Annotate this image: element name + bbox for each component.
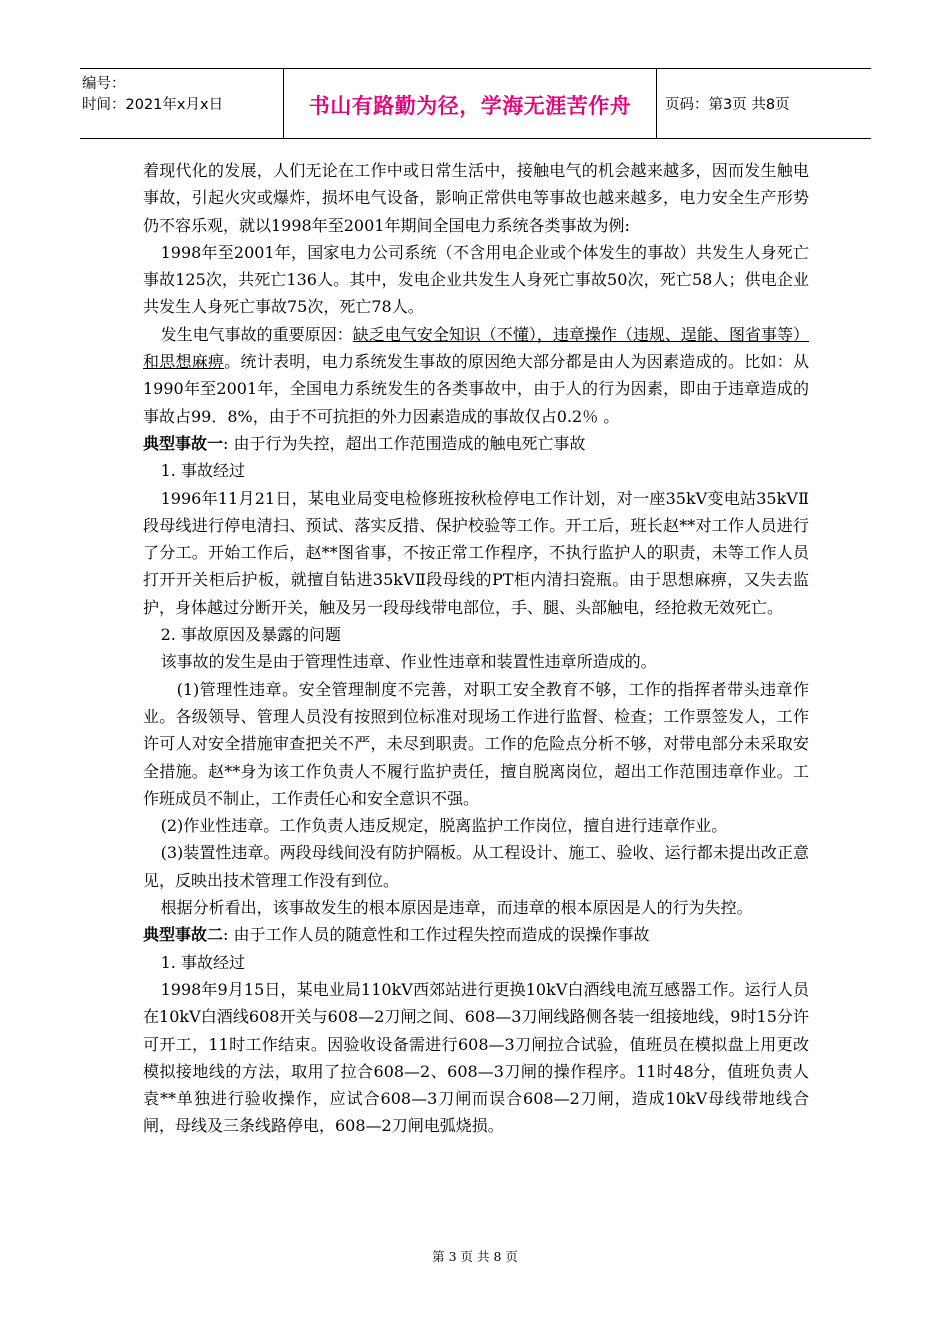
header-motto-cell — [283, 69, 657, 138]
section-heading: 1. 事故经过 — [160, 461, 245, 481]
paragraph: (1)管理性违章。安全管理制度不完善，对职工安全教育不够，工作的指挥者带头违章作业。各级领导、管理人员没有按照到位标准对现场工作进行监督、检查；工作票签发人，工作许可人对安全措施审查把关不严，未尽到职责。工作的危险点分析不够，对带电部分未采取安全措施。赵**身为该工作负责人不履行监护责任，擅自脱离岗位，超出工作范围违章作业。工作班成员不制止，工作责任心和安全意识不强。 — [143, 679, 809, 808]
case-heading — [143, 430, 809, 457]
header-page-cell — [657, 69, 871, 138]
paragraph — [143, 321, 809, 430]
paragraph: 根据分析看出，该事故发生的根本原因是违章，而违章的根本原因是人的行为失控。 — [160, 898, 753, 918]
header-meta — [80, 69, 282, 138]
page-footer: 第 3 页 共 8 页 — [432, 1249, 518, 1264]
underlined-text: 缺乏电气安全知识（不懂），违章操作（违规、逞能、图省事等）和思想麻痹 — [143, 324, 809, 372]
paragraph: 该事故的发生是由于管理性违章、作业性违章和装置性违章所造成的。 — [160, 652, 657, 672]
page-header — [80, 68, 871, 139]
motto: 书山有路勤为径，学海无涯苦作舟 — [308, 94, 632, 118]
paragraph: 1998年9月15日，某电业局110kV西郊站进行更换10kV白酒线电流互感器工作。运行人员在10kV白酒线608开关与608—2刀闸之间、608—3刀闸线路侧各装一组接地线，9时15分许可开工，11时工作结束。因验收设备需进行608—3刀闸拉合试验，值班员在模拟盘上用更改模拟接地线的方法，取用了拉合608—2、608—3刀闸的操作程序。11时48分，值班负责人袁**单独进行验收操作，应试合608—3刀闸而误合608—2刀闸，造成10kV母线带地线合闸，母线及三条线路停电，608—2刀闸电弧烧损。 — [143, 979, 809, 1136]
paragraph: 1998年至2001年，国家电力公司系统（不含用电企业或个体发生的事故）共发生人身死亡事故125次，共死亡136人。其中，发电企业共发生人身死亡事故50次，死亡58人；供电企业共发生人身死亡事故75次，死亡78人。 — [143, 242, 809, 317]
case-title: : 由于行为失控，超出工作范围造成的触电死亡事故 — [223, 433, 586, 453]
paragraph: (2)作业性违章。工作负责人违反规定，脱离监护工作岗位，擅自进行违章作业。 — [160, 816, 728, 836]
section-heading: 1. 事故经过 — [160, 952, 245, 972]
doc-number: 编号： — [82, 76, 126, 92]
section-heading: 2. 事故原因及暴露的问题 — [160, 625, 341, 645]
case-heading — [143, 921, 809, 948]
case-label: 典型事故二 — [143, 925, 224, 945]
text-run: 。统计表明，电力系统发生事故的原因绝大部分都是由人为因素造成的。比如：从1990年至2001年，全国电力系统发生的各类事故中，由于人的行为因素，即由于违章造成的事故占99．8%，由于不可抗拒的外力因素造成的事故仅占0.2％ 。 — [143, 352, 809, 426]
doc-date: 时间：2021年x月x日 — [82, 97, 224, 113]
paragraph: (3)装置性违章。两段母线间没有防护隔板。从工程设计、施工、验收、运行都未提出改正意见，反映出技术管理工作没有到位。 — [143, 843, 809, 890]
paragraph: 1996年11月21日，某电业局变电检修班按秋检停电工作计划，对一座35kV变电站35kVⅡ段母线进行停电清扫、预试、落实反措、保护校验等工作。开工后，班长赵**对工作人员进行了分工。开始工作后，赵**图省事，不按正常工作程序，不执行监护人的职责，未等工作人员打开开关柜后护板，就擅自钻进35kVⅡ段母线的PT柜内清扫瓷瓶。由于思想麻痹，又失去监护，身体越过分断开关，触及另一段母线带电部位，手、腿、头部触电，经抢救无效死亡。 — [143, 488, 809, 617]
header-page-number: 页码：第3页 共8页 — [665, 97, 790, 113]
document-body — [143, 157, 809, 1140]
text-run: 发生电气事故的重要原因： — [160, 324, 353, 344]
case-label: 典型事故一 — [143, 433, 224, 453]
paragraph: 着现代化的发展，人们无论在工作中或日常生活中，接触电气的机会越来越多，因而发生触电事故，引起火灾或爆炸，损坏电气设备，影响正常供电等事故也越来越多，电力安全生产形势仍不容乐观，就以1998年至2001年期间全国电力系统各类事故为例: — [143, 161, 809, 235]
case-title: : 由于工作人员的随意性和工作过程失控而造成的误操作事故 — [223, 925, 650, 945]
